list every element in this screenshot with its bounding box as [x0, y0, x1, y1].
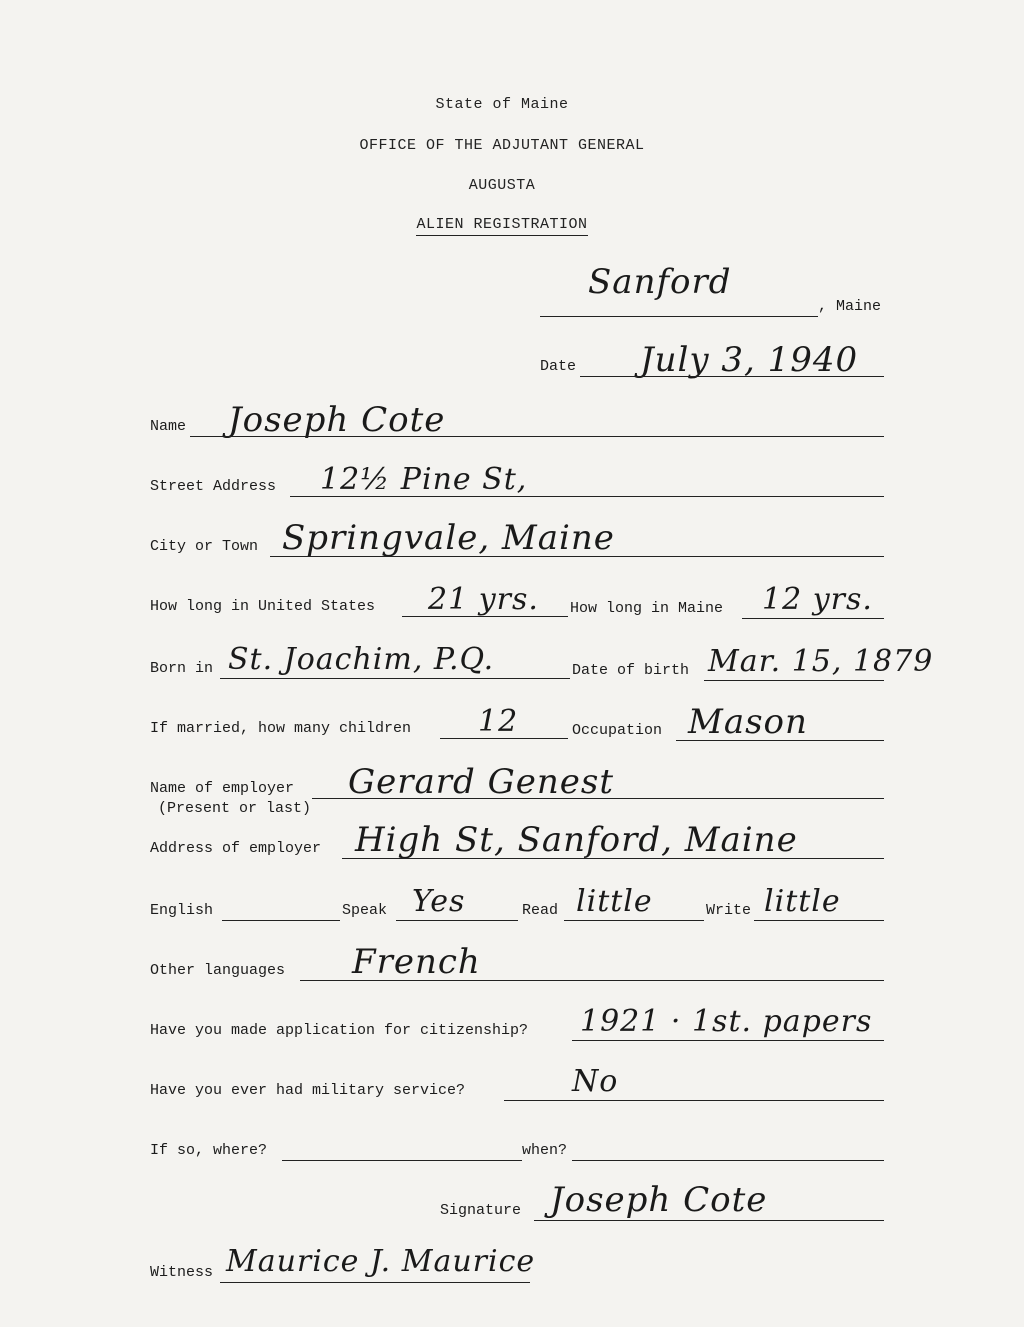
born-line	[220, 678, 570, 679]
city-heading: AUGUSTA	[468, 177, 536, 194]
other-lang-value: French	[352, 942, 481, 982]
children-label: If married, how many children	[150, 720, 412, 737]
us-years-label: How long in United States	[150, 598, 376, 615]
us-years-line	[402, 616, 568, 617]
street-line	[290, 496, 884, 497]
witness-value: Maurice J. Maurice	[226, 1244, 536, 1279]
born-value: St. Joachim, P.Q.	[228, 642, 495, 677]
military-value: No	[572, 1064, 619, 1099]
street-value: 12½ Pine St,	[320, 462, 528, 497]
citizenship-line	[572, 1040, 884, 1041]
english-label: English	[150, 902, 214, 919]
city-label: City or Town	[150, 538, 259, 555]
name-label: Name	[150, 418, 187, 435]
employer-value: Gerard Genest	[348, 762, 615, 802]
maine-label: , Maine	[818, 298, 882, 315]
write-value: little	[764, 884, 841, 919]
employer-address-label: Address of employer	[150, 840, 322, 857]
occupation-label: Occupation	[572, 722, 663, 739]
speak-value: Yes	[412, 884, 466, 919]
citizenship-label: Have you made application for citizenship?	[150, 1022, 529, 1039]
write-line	[754, 920, 884, 921]
citizenship-value: 1921 · 1st. papers	[580, 1004, 873, 1039]
dob-label: Date of birth	[572, 662, 690, 679]
dob-line	[704, 680, 884, 681]
children-line	[440, 738, 568, 739]
town-line	[540, 316, 818, 317]
english-line	[222, 920, 340, 921]
office-heading: OFFICE OF THE ADJUTANT GENERAL	[359, 137, 645, 154]
witness-label: Witness	[150, 1264, 214, 1281]
read-label: Read	[522, 902, 559, 919]
other-lang-label: Other languages	[150, 962, 286, 979]
date-value: July 3, 1940	[640, 340, 859, 380]
name-value: Joseph Cote	[228, 400, 446, 440]
children-value: 12	[478, 704, 519, 739]
read-value: little	[576, 884, 653, 919]
occupation-line	[676, 740, 884, 741]
employer-address-value: High St, Sanford, Maine	[355, 820, 798, 860]
when-label: when?	[522, 1142, 568, 1159]
speak-line	[396, 920, 518, 921]
employer-sublabel: (Present or last)	[158, 800, 312, 817]
speak-label: Speak	[342, 902, 388, 919]
maine-years-value: 12 yrs.	[762, 582, 873, 617]
read-line	[564, 920, 704, 921]
military-label: Have you ever had military service?	[150, 1082, 466, 1099]
employer-address-line	[342, 858, 884, 859]
born-label: Born in	[150, 660, 214, 677]
where-label: If so, where?	[150, 1142, 268, 1159]
when-line	[572, 1160, 884, 1161]
military-line	[504, 1100, 884, 1101]
maine-years-line	[742, 618, 884, 619]
employer-line	[312, 798, 884, 799]
employer-label: Name of employer	[150, 780, 295, 797]
witness-line	[220, 1282, 530, 1283]
name-line	[190, 436, 884, 437]
signature-value: Joseph Cote	[550, 1180, 768, 1220]
other-lang-line	[300, 980, 884, 981]
maine-years-label: How long in Maine	[570, 600, 724, 617]
city-value: Springvale, Maine	[282, 518, 615, 558]
date-line	[580, 376, 884, 377]
state-heading: State of Maine	[435, 96, 569, 113]
signature-line	[534, 1220, 884, 1221]
where-line	[282, 1160, 522, 1161]
city-line	[270, 556, 884, 557]
signature-label: Signature	[440, 1202, 522, 1219]
dob-value: Mar. 15, 1879	[708, 644, 934, 679]
form-title: ALIEN REGISTRATION	[0, 216, 1004, 233]
us-years-value: 21 yrs.	[428, 582, 539, 617]
street-label: Street Address	[150, 478, 277, 495]
write-label: Write	[706, 902, 752, 919]
occupation-value: Mason	[688, 702, 808, 742]
date-label: Date	[540, 358, 577, 375]
town-value: Sanford	[588, 262, 732, 302]
